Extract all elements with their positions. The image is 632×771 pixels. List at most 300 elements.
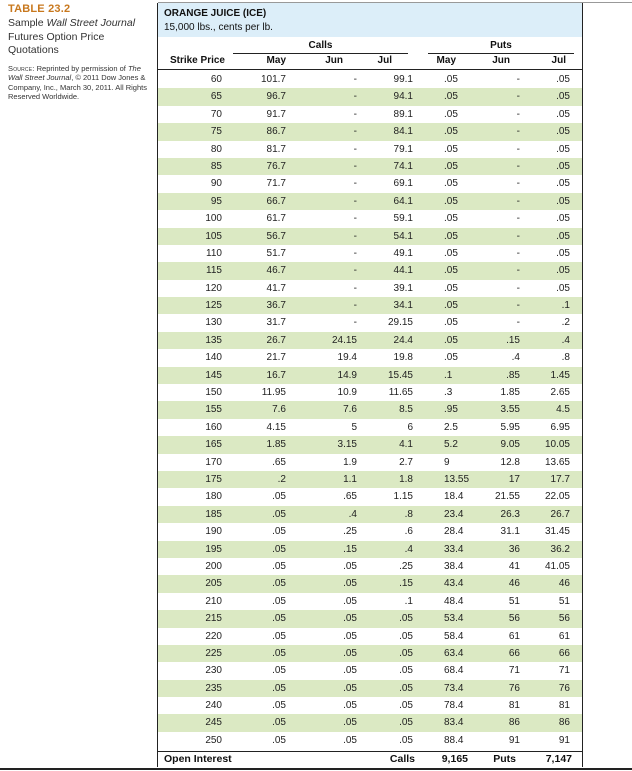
puts-jun-cell: 81	[508, 700, 520, 712]
strike-price-cell: 95	[210, 195, 222, 207]
strike-price-cell: 175	[205, 473, 222, 485]
calls-jun-cell: .25	[343, 526, 357, 538]
strike-price-cell: 240	[205, 700, 222, 712]
table-row	[158, 558, 582, 575]
puts-jul-cell: .05	[556, 91, 570, 103]
calls-jun-cell: -	[353, 265, 357, 277]
calls-jun-cell: 1.1	[343, 473, 357, 485]
strike-price-cell: 200	[205, 560, 222, 572]
calls-jul-cell: .4	[404, 543, 413, 555]
puts-may-cell: .05	[444, 178, 458, 190]
col-header-calls-jul: Jul	[377, 55, 392, 66]
calls-may-cell: 7.6	[272, 404, 286, 416]
calls-may-cell: 91.7	[266, 108, 286, 120]
puts-jun-cell: -	[516, 230, 520, 242]
source-label: Source:	[8, 63, 35, 73]
table-row	[158, 106, 582, 123]
table-row	[158, 367, 582, 384]
calls-jul-cell: 39.1	[393, 282, 413, 294]
calls-jul-cell: .15	[399, 578, 413, 590]
table-row	[158, 697, 582, 714]
calls-jun-cell: -	[353, 282, 357, 294]
table-row	[158, 401, 582, 418]
col-header-strike: Strike Price	[169, 55, 225, 66]
puts-jun-cell: 56	[508, 613, 520, 625]
strike-price-cell: 140	[205, 352, 222, 364]
calls-oi-label: Calls	[389, 753, 415, 765]
strike-price-cell: 190	[205, 526, 222, 538]
table-row	[158, 436, 582, 453]
calls-jun-cell: 10.9	[337, 387, 357, 399]
calls-jul-cell: 1.15	[393, 491, 413, 503]
table-row	[158, 506, 582, 523]
calls-jul-cell: 34.1	[393, 300, 413, 312]
puts-may-cell: .05	[444, 213, 458, 225]
puts-jul-cell: 2.65	[550, 387, 570, 399]
puts-jul-cell: .05	[556, 108, 570, 120]
puts-jul-cell: .2	[561, 317, 570, 329]
table-row	[158, 488, 582, 505]
puts-jun-cell: -	[516, 300, 520, 312]
table-row	[158, 262, 582, 279]
calls-may-cell: .2	[277, 473, 286, 485]
calls-jun-cell: -	[353, 160, 357, 172]
calls-may-cell: .05	[272, 717, 286, 729]
calls-jul-cell: 89.1	[393, 108, 413, 120]
calls-may-cell: 21.7	[266, 352, 286, 364]
strike-price-cell: 145	[205, 369, 222, 381]
table-header	[158, 3, 582, 37]
table-row	[158, 349, 582, 366]
puts-jun-cell: .85	[506, 369, 520, 381]
puts-jun-cell: 12.8	[500, 456, 520, 468]
table-row	[158, 419, 582, 436]
table-row	[158, 714, 582, 731]
calls-jun-cell: 5	[351, 421, 357, 433]
puts-may-cell: 68.4	[444, 665, 464, 677]
puts-jun-cell: 61	[508, 630, 520, 642]
puts-may-cell: 13.55	[444, 473, 470, 485]
puts-jul-cell: .05	[556, 126, 570, 138]
puts-jul-cell: 1.45	[550, 369, 570, 381]
col-header-puts-jul: Jul	[551, 55, 566, 66]
calls-jul-cell: .05	[399, 613, 413, 625]
table-row	[158, 384, 582, 401]
calls-may-cell: 86.7	[266, 126, 286, 138]
puts-jul-cell: 86	[558, 717, 570, 729]
puts-jun-cell: 26.3	[500, 508, 520, 520]
puts-may-cell: 78.4	[444, 700, 464, 712]
puts-may-cell: .05	[444, 300, 458, 312]
puts-may-cell: .05	[444, 108, 458, 120]
calls-jun-cell: -	[353, 300, 357, 312]
calls-may-cell: 76.7	[266, 160, 286, 172]
calls-jun-cell: .05	[343, 734, 357, 746]
table-row	[158, 332, 582, 349]
calls-oi-value: 9,165	[441, 753, 468, 765]
calls-may-cell: 31.7	[266, 317, 286, 329]
calls-jun-cell: 14.9	[337, 369, 357, 381]
puts-jun-cell: -	[516, 213, 520, 225]
strike-price-cell: 220	[205, 630, 222, 642]
calls-jul-cell: 99.1	[393, 74, 413, 85]
title-post: Futures Option Price Quotations	[8, 30, 105, 56]
calls-jul-cell: .25	[399, 560, 413, 572]
table-body	[158, 71, 582, 749]
table-row	[158, 228, 582, 245]
calls-jun-cell: .05	[343, 647, 357, 659]
table-row	[158, 158, 582, 175]
puts-jun-cell: .4	[511, 352, 520, 364]
puts-may-cell: 9	[444, 456, 450, 468]
puts-jun-cell: -	[516, 91, 520, 103]
calls-jul-cell: 44.1	[393, 265, 413, 277]
puts-jul-cell: .05	[556, 178, 570, 190]
puts-jun-cell: -	[516, 317, 520, 329]
calls-jul-cell: 69.1	[393, 178, 413, 190]
calls-jul-cell: .05	[399, 682, 413, 694]
calls-may-cell: .05	[272, 595, 286, 607]
puts-may-cell: .05	[444, 247, 458, 259]
puts-jun-cell: 71	[508, 665, 520, 677]
calls-jun-cell: -	[353, 317, 357, 329]
table-row	[158, 628, 582, 645]
calls-group-label: Calls	[308, 40, 333, 51]
puts-jul-cell: 17.7	[550, 473, 570, 485]
puts-jul-cell: .05	[556, 143, 570, 155]
calls-jun-cell: 24.15	[331, 334, 357, 346]
puts-may-cell: .05	[444, 265, 458, 277]
puts-may-cell: 83.4	[444, 717, 464, 729]
puts-jun-cell: -	[516, 74, 520, 85]
source-text-1: Reprinted by permission of	[34, 63, 128, 73]
puts-may-cell: 43.4	[444, 578, 464, 590]
puts-jun-cell: .15	[506, 334, 520, 346]
calls-jun-cell: -	[353, 126, 357, 138]
puts-jul-cell: 4.5	[556, 404, 570, 416]
strike-price-cell: 135	[205, 334, 222, 346]
puts-jun-cell: -	[516, 160, 520, 172]
strike-price-cell: 160	[205, 421, 222, 433]
puts-may-cell: .3	[444, 387, 453, 399]
calls-jul-cell: .05	[399, 630, 413, 642]
puts-may-cell: .05	[444, 334, 458, 346]
calls-may-cell: 1.85	[266, 439, 286, 451]
puts-jul-cell: 6.95	[550, 421, 570, 433]
calls-jul-cell: 11.65	[388, 387, 413, 399]
table-row	[158, 141, 582, 158]
strike-price-cell: 245	[205, 717, 222, 729]
calls-jun-cell: -	[353, 178, 357, 190]
calls-jul-cell: .6	[404, 526, 413, 538]
puts-jul-cell: .05	[556, 230, 570, 242]
open-interest-row	[158, 752, 582, 767]
calls-may-cell: .05	[272, 682, 286, 694]
calls-jun-cell: 7.6	[343, 404, 357, 416]
puts-jul-cell: .4	[561, 334, 570, 346]
calls-jul-cell: 29.15	[387, 317, 413, 329]
strike-price-cell: 205	[205, 578, 222, 590]
puts-may-cell: 2.5	[444, 421, 458, 433]
puts-may-cell: .05	[444, 160, 458, 172]
puts-oi-value: 7,147	[545, 753, 572, 765]
calls-jul-cell: 8.5	[399, 404, 413, 416]
strike-price-cell: 75	[210, 126, 222, 138]
calls-may-cell: .05	[272, 700, 286, 712]
calls-may-cell: 96.7	[266, 91, 286, 103]
strike-price-cell: 235	[205, 682, 222, 694]
strike-price-cell: 150	[205, 387, 222, 399]
strike-price-cell: 90	[210, 178, 222, 190]
puts-group-rule	[428, 53, 574, 54]
calls-may-cell: .05	[272, 647, 286, 659]
table-row	[158, 88, 582, 105]
puts-jul-cell: 76	[558, 682, 570, 694]
strike-price-cell: 80	[210, 143, 222, 155]
puts-may-cell: 63.4	[444, 647, 464, 659]
puts-may-cell: .05	[444, 282, 458, 294]
puts-jul-cell: .05	[556, 195, 570, 207]
puts-may-cell: .05	[444, 143, 458, 155]
puts-jul-cell: .05	[556, 74, 570, 85]
calls-jul-cell: 15.45	[387, 369, 413, 381]
calls-jul-cell: 84.1	[393, 126, 413, 138]
puts-jun-cell: 86	[508, 717, 520, 729]
calls-may-cell: 36.7	[266, 300, 286, 312]
table-row	[158, 645, 582, 662]
calls-may-cell: .05	[272, 560, 286, 572]
calls-may-cell: .05	[272, 491, 286, 503]
col-header-calls-jun: Jun	[325, 55, 343, 66]
puts-jul-cell: .05	[556, 265, 570, 277]
open-interest-label: Open Interest	[164, 753, 232, 765]
strike-price-cell: 215	[205, 613, 222, 625]
puts-jul-cell: 10.05	[544, 439, 570, 451]
calls-jun-cell: .05	[343, 560, 357, 572]
table-row	[158, 471, 582, 488]
table-row	[158, 541, 582, 558]
table-row	[158, 610, 582, 627]
calls-jul-cell: 79.1	[393, 143, 413, 155]
calls-group-rule	[233, 53, 408, 54]
puts-jul-cell: .05	[556, 213, 570, 225]
calls-jun-cell: .4	[348, 508, 357, 520]
table-row	[158, 593, 582, 610]
calls-jul-cell: 54.1	[393, 230, 413, 242]
puts-may-cell: .1	[444, 369, 453, 381]
calls-jun-cell: -	[353, 74, 357, 85]
calls-may-cell: 4.15	[266, 421, 286, 433]
puts-jul-cell: 71	[558, 665, 570, 677]
calls-may-cell: .05	[272, 543, 286, 555]
contract-units: 15,000 lbs., cents per lb.	[164, 22, 273, 33]
calls-jun-cell: -	[353, 143, 357, 155]
puts-may-cell: .05	[444, 126, 458, 138]
calls-jul-cell: 64.1	[393, 195, 413, 207]
puts-jun-cell: 66	[508, 647, 520, 659]
puts-may-cell: .05	[444, 230, 458, 242]
title-pre: Sample	[8, 17, 47, 29]
calls-jun-cell: -	[353, 230, 357, 242]
col-header-puts-may: May	[436, 55, 456, 66]
strike-price-cell: 120	[205, 282, 222, 294]
calls-may-cell: 56.7	[266, 230, 286, 242]
puts-jul-cell: 22.05	[544, 491, 570, 503]
source-note	[8, 64, 148, 102]
calls-jun-cell: 3.15	[337, 439, 357, 451]
puts-jul-cell: 51	[558, 595, 570, 607]
puts-may-cell: .05	[444, 74, 458, 85]
calls-may-cell: 41.7	[266, 282, 286, 294]
calls-may-cell: 11.95	[261, 387, 286, 399]
strike-price-cell: 70	[210, 108, 222, 120]
puts-may-cell: 58.4	[444, 630, 464, 642]
puts-may-cell: 23.4	[444, 508, 464, 520]
puts-jun-cell: -	[516, 282, 520, 294]
calls-may-cell: .05	[272, 630, 286, 642]
puts-may-cell: .05	[444, 91, 458, 103]
table-row	[158, 662, 582, 679]
puts-jul-cell: 66	[558, 647, 570, 659]
table-row	[158, 732, 582, 749]
calls-jun-cell: 1.9	[343, 456, 357, 468]
puts-jul-cell: 91	[558, 734, 570, 746]
puts-jun-cell: 46	[508, 578, 520, 590]
strike-price-cell: 195	[205, 543, 222, 555]
puts-jul-cell: 46	[558, 578, 570, 590]
strike-price-cell: 155	[205, 404, 222, 416]
strike-price-cell: 225	[205, 647, 222, 659]
calls-jun-cell: 19.4	[337, 352, 357, 364]
calls-jun-cell: .05	[343, 578, 357, 590]
puts-group-label: Puts	[490, 40, 512, 51]
puts-jun-cell: -	[516, 143, 520, 155]
calls-may-cell: .05	[272, 734, 286, 746]
col-header-calls-may: May	[266, 55, 286, 66]
strike-price-cell: 230	[205, 665, 222, 677]
calls-jul-cell: .8	[404, 508, 413, 520]
calls-jul-cell: 94.1	[393, 91, 413, 103]
puts-jun-cell: 31.1	[500, 526, 520, 538]
calls-jul-cell: 74.1	[393, 160, 413, 172]
calls-jul-cell: 59.1	[393, 213, 413, 225]
table-row	[158, 210, 582, 227]
strike-price-cell: 185	[205, 508, 222, 520]
product-name: ORANGE JUICE (ICE)	[164, 8, 267, 19]
calls-jul-cell: 2.7	[399, 456, 413, 468]
puts-may-cell: 38.4	[444, 560, 464, 572]
table-row	[158, 314, 582, 331]
puts-jul-cell: 81	[558, 700, 570, 712]
strike-price-cell: 85	[210, 160, 222, 172]
strike-price-cell: 125	[205, 300, 222, 312]
puts-jun-cell: -	[516, 108, 520, 120]
calls-jul-cell: .05	[399, 700, 413, 712]
table-row	[158, 280, 582, 297]
table-row	[158, 575, 582, 592]
table-number: TABLE 23.2	[8, 3, 71, 15]
calls-jul-cell: .1	[404, 595, 413, 607]
puts-may-cell: 48.4	[444, 595, 464, 607]
puts-jul-cell: .8	[561, 352, 570, 364]
table-row	[158, 175, 582, 192]
title-italic: Wall Street Journal	[46, 17, 136, 29]
calls-jul-cell: .05	[399, 665, 413, 677]
puts-jul-cell: .05	[556, 282, 570, 294]
calls-jul-cell: 4.1	[399, 439, 413, 451]
puts-jun-cell: 76	[508, 682, 520, 694]
puts-jun-cell: 9.05	[500, 439, 520, 451]
puts-jun-cell: 91	[508, 734, 520, 746]
puts-jun-cell: -	[516, 126, 520, 138]
puts-may-cell: .05	[444, 195, 458, 207]
puts-jun-cell: -	[516, 178, 520, 190]
puts-jun-cell: 21.55	[494, 491, 520, 503]
calls-may-cell: 51.7	[266, 247, 286, 259]
puts-oi-label: Puts	[493, 753, 516, 765]
table-row	[158, 123, 582, 140]
calls-jul-cell: 6	[407, 421, 413, 433]
strike-price-cell: 100	[205, 213, 222, 225]
calls-jun-cell: .05	[343, 700, 357, 712]
calls-jul-cell: 1.8	[399, 473, 413, 485]
source-text-2: , © 2011 Dow Jones & Company, Inc., March 30, 2011. All Rights Reserved Worldwide.	[8, 73, 147, 101]
column-header-rule	[158, 69, 582, 70]
puts-jul-cell: 61	[558, 630, 570, 642]
strike-price-cell: 105	[205, 230, 222, 242]
calls-may-cell: .05	[272, 526, 286, 538]
calls-may-cell: .65	[272, 456, 286, 468]
table-row	[158, 680, 582, 697]
strike-price-cell: 110	[206, 247, 222, 259]
calls-jun-cell: -	[353, 247, 357, 259]
calls-may-cell: 16.7	[266, 369, 286, 381]
puts-may-cell: 88.4	[444, 734, 464, 746]
strike-price-cell: 65	[210, 91, 222, 103]
table-caption	[8, 3, 148, 102]
calls-jul-cell: .05	[399, 734, 413, 746]
table-title	[8, 17, 148, 58]
calls-may-cell: 66.7	[266, 195, 286, 207]
calls-jul-cell: .05	[399, 717, 413, 729]
calls-jun-cell: .05	[343, 717, 357, 729]
puts-jun-cell: 3.55	[500, 404, 520, 416]
puts-jul-cell: 26.7	[550, 508, 570, 520]
strike-price-cell: 210	[205, 595, 222, 607]
calls-jun-cell: .05	[343, 595, 357, 607]
puts-may-cell: .05	[444, 317, 458, 329]
calls-may-cell: 46.7	[266, 265, 286, 277]
calls-may-cell: 71.7	[266, 178, 286, 190]
puts-may-cell: 28.4	[444, 526, 464, 538]
table-row	[158, 523, 582, 540]
puts-may-cell: .05	[444, 352, 458, 364]
table-row	[158, 454, 582, 471]
puts-jul-cell: 31.45	[544, 526, 570, 538]
puts-jun-cell: 36	[508, 543, 520, 555]
strike-price-cell: 130	[205, 317, 222, 329]
calls-jul-cell: 19.8	[393, 352, 413, 364]
puts-may-cell: .95	[444, 404, 458, 416]
strike-price-cell: 170	[205, 456, 222, 468]
puts-jun-cell: -	[516, 195, 520, 207]
col-header-puts-jun: Jun	[492, 55, 510, 66]
strike-price-cell: 115	[206, 265, 222, 277]
table-row	[158, 297, 582, 314]
strike-price-cell: 180	[205, 491, 222, 503]
puts-jul-cell: .1	[561, 300, 570, 312]
puts-jun-cell: -	[516, 247, 520, 259]
